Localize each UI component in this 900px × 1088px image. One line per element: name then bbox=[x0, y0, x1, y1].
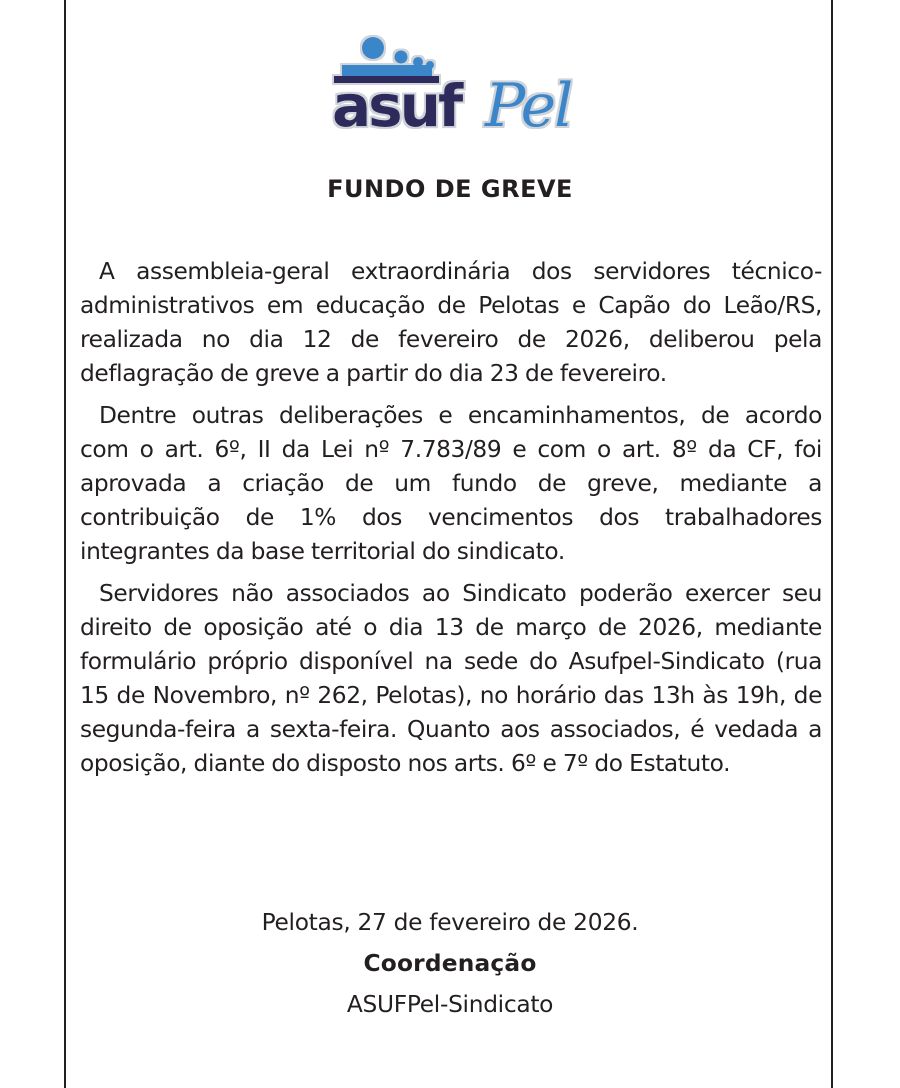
signoff bbox=[80, 902, 820, 1025]
date-line: Pelotas, 27 de fevereiro de 2026. bbox=[261, 909, 639, 936]
notice-body bbox=[80, 255, 822, 789]
signatory: Coordenação bbox=[363, 950, 537, 977]
organization-name: ASUFPel-Sindicato bbox=[346, 991, 554, 1018]
figure-medium-icon bbox=[395, 51, 408, 64]
paragraph-opposition-right: Servidores não associados ao Sindicato poderão exercer seu direito de oposição até o dia 13 de março de 2026, mediante formulário próprio disponível na sede do Asufpel-Sindicato (rua 15 de Novembro, nº 262, Pelotas), no horário das 13h às 19h, de segunda-feira a sexta-feira. Quanto aos associados, é vedada a oposição, diante do disposto nos arts. 6º e 7º do Estatuto. bbox=[80, 580, 822, 777]
svg-text:asuf: asuf bbox=[332, 72, 461, 136]
notice-title: FUNDO DE GREVE bbox=[327, 175, 573, 203]
svg-text:Pel: Pel bbox=[485, 71, 572, 136]
paragraph-strike-decision: A assembleia-geral extraordinária dos servidores técnico-administrativos em educação de Pelotas e Capão do Leão/RS, realizada no dia 12 de fevereiro de 2026, deliberou pela deflagração de greve a partir do dia 23 de fevereiro. bbox=[80, 258, 822, 387]
figure-large-icon bbox=[362, 37, 384, 59]
paragraph-strike-fund: Dentre outras deliberações e encaminhamentos, de acordo com o art. 6º, II da Lei nº 7.783/89 e com o art. 8º da CF, foi aprovada a criação de um fundo de greve, mediante a contribuição de 1% dos vencimentos dos trabalhadores integrantes da base territorial do sindicato. bbox=[80, 402, 822, 565]
asufpel-logo bbox=[328, 30, 573, 136]
